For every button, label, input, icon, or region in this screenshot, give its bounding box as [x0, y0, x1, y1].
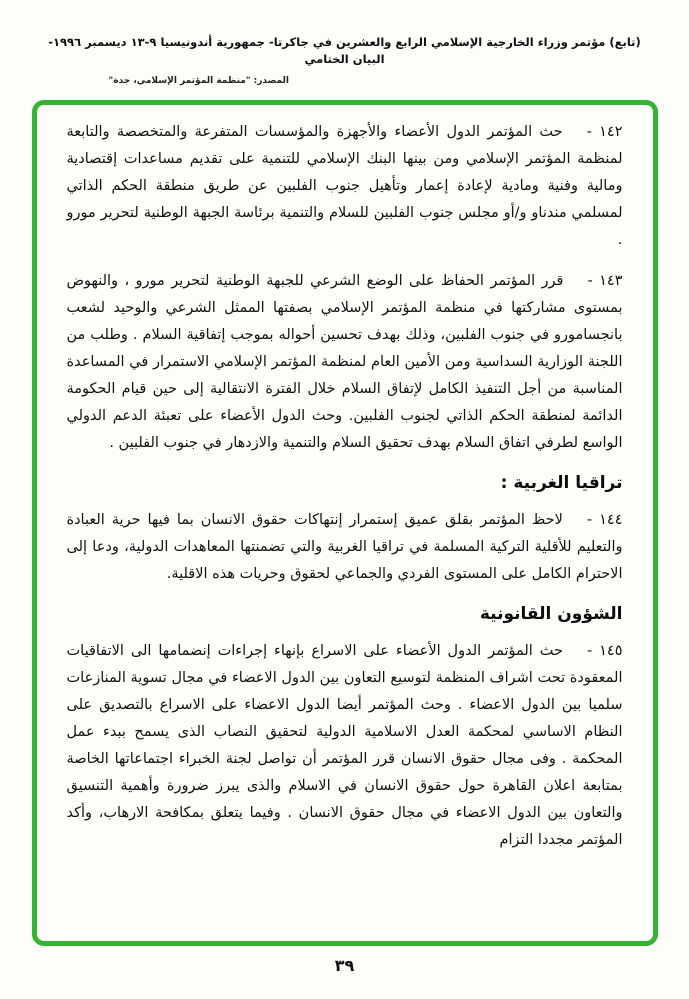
content-frame	[32, 100, 658, 946]
header-source: المصدر: "منظمة المؤتمر الإسلامي، جدة"	[108, 75, 289, 86]
paragraph-145	[67, 638, 623, 854]
paragraph-143-number: ١٤٣ -	[587, 272, 623, 289]
document-header	[0, 0, 689, 86]
paragraph-144	[67, 507, 623, 588]
paragraph-142-number: ١٤٢ -	[586, 123, 623, 140]
paragraph-144-number: ١٤٤ -	[586, 511, 623, 528]
header-title: (تابع) مؤتمر وزراء الخارجية الإسلامي الرابع والعشرين في جاكرتا- جمهورية أندونيسيا ٩-١٣ ديسمبر ١٩٩٦-البيان الختامي	[48, 35, 641, 67]
heading-western-thrace: تراقيا الغربية :	[500, 472, 623, 493]
paragraph-142	[67, 119, 623, 254]
page-number: ٣٩	[334, 955, 355, 975]
paragraph-145-text: حث المؤتمر الدول الأعضاء على الاسراع بإنهاء إجراءات إنضمامها الى الاتفاقيات المعقودة تحت اشراف المنظمة لتوسيع التعاون بين الدول الاعضاء في مجال تسوية المنازعات سلميا بين الدول الاعضاء . وحث المؤتمر أيضا الدول الاعضاء على الاسراع بالتصديق على النظام الاساسي لمحكمة العدل الاسلامية الدولية لتحقيق النصاب الذى يسمح ببدء عمل المحكمة . وفى مجال حقوق الانسان قرر المؤتمر أن تواصل لجنة الخبراء اجتماعاتها الخاصة بمتابعة اعلان القاهرة حول حقوق الانسان في الاسلام والذى يبرز ضرورة وأهمية التنسيق والتعاون بين الدول الاعضاء في مجال حقوق الانسان . وفيما يتعلق بمكافحة الارهاب، وأكد المؤتمر مجددا التزام	[66, 642, 623, 848]
heading-legal-affairs: الشؤون القانونية	[479, 603, 623, 624]
paragraph-144-text: لاحظ المؤتمر بقلق عميق إستمرار إنتهاكات حقوق الانسان بما فيها حرية العبادة والتعليم للأقلية التركية المسلمة في تراقيا الغربية والتي تضمنتها المعاهدات الدولية، ودعا إلى الاحترام الكامل على المستوى الفردي والجماعي لحقوق وحريات هذه الاقلية.	[66, 511, 623, 582]
paragraph-142-text: حث المؤتمر الدول الأعضاء والأجهزة والمؤسسات المتفرعة والمتخصصة والتابعة لمنظمة المؤتمر الإسلامي ومن بينها البنك الإسلامي للتنمية على تقديم مساعدات إقتصادية ومالية وفنية ومادية لإعادة إعمار وتأهيل جنوب الفلبين عن طريق منطقة الحكم الذاتي لمسلمي مندناو و/أو مجلس جنوب الفلبين للسلام والتنمية برئاسة الجبهة الوطنية لتحرير مورو .	[66, 123, 623, 248]
paragraph-143	[67, 268, 623, 457]
paragraph-143-text: قرر المؤتمر الحفاظ على الوضع الشرعي للجبهة الوطنية لتحرير مورو ، والنهوض بمستوى مشاركتها في منظمة المؤتمر الإسلامي بصفتها الممثل الشرعي والوحيد لشعب بانجسامورو في جنوب الفلبين، وذلك بهدف تحسين أحواله بموجب إتفاقية السلام . وطلب من اللجنة الوزارية السداسية ومن الأمين العام لمنظمة المؤتمر الإسلامي الاستمرار في المساعدة المناسبة من أجل التنفيذ الكامل لإتفاق السلام خلال الفترة الانتقالية إلى حين قيام الحكومة الدائمة لمنطقة الحكم الذاتي لجنوب الفلبين. وحث الدول الأعضاء على تعبئة الدعم الدولي الواسع لطرفي اتفاق السلام بهدف تحقيق السلام والتنمية والازدهار في جنوب الفلبين .	[66, 272, 623, 451]
paragraph-145-number: ١٤٥ -	[586, 642, 623, 659]
